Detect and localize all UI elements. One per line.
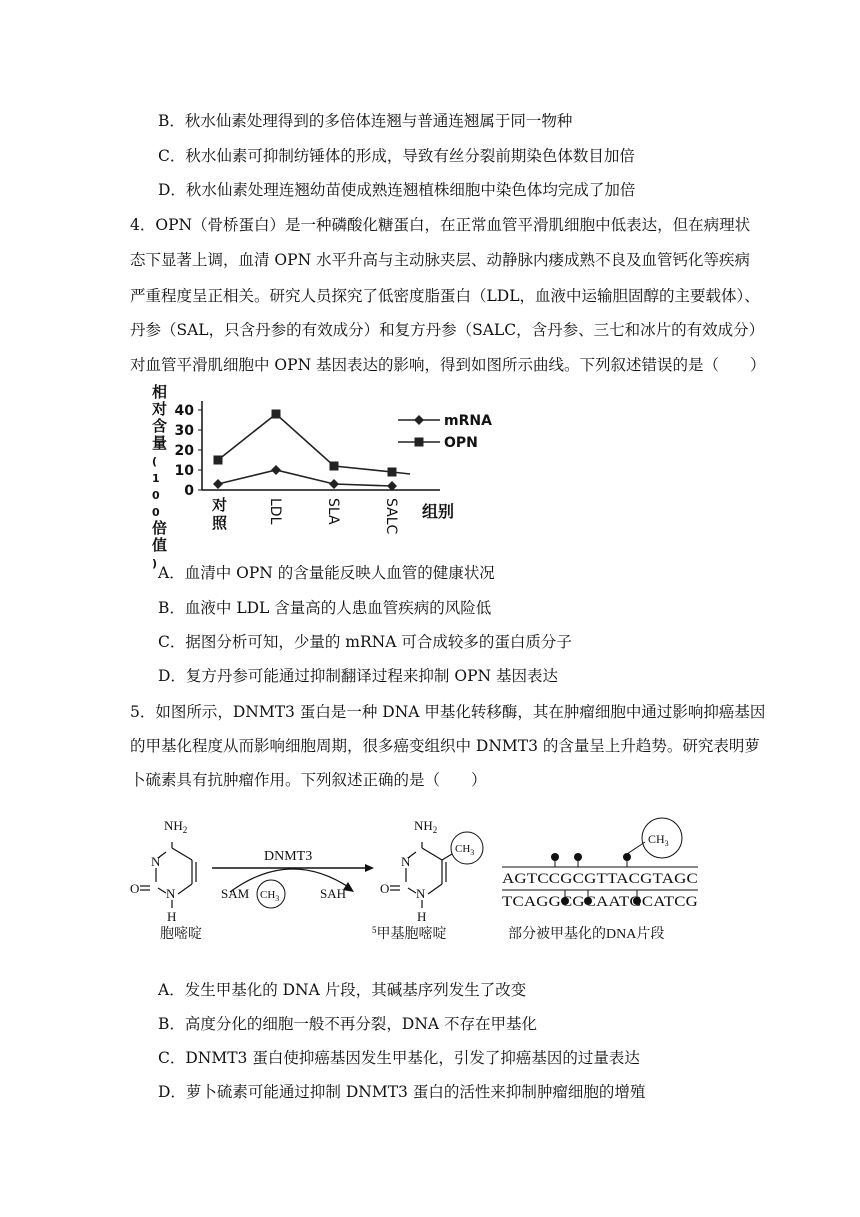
q5-option-a: A．发生甲基化的 DNA 片段，其碱基序列发生了改变 (158, 981, 527, 999)
q5-stem-line-3: 卜硫素具有抗肿瘤作用。下列叙述正确的是（ ） (130, 771, 487, 789)
q4-option-d: D．复方丹参可能通过抑制翻译过程来抑制 OPN 基因表达 (158, 667, 558, 685)
data-point-mrna (271, 465, 281, 475)
q4-option-b: B．血液中 LDL 含量高的人患血管疾病的风险低 (158, 599, 492, 617)
series-line-opn (218, 414, 410, 474)
y-tick-label: 40 (174, 403, 194, 419)
dna-methylation-figure (120, 808, 720, 948)
methyl-cytosine-nh2-label: $NH_2$ (414, 818, 438, 835)
q3-option-c: C．秋水仙素可抑制纺锤体的形成，导致有丝分裂前期染色体数目加倍 (158, 147, 635, 165)
data-point-mrna (329, 479, 339, 489)
dna-ch3-label: $CH_3$ (648, 832, 669, 848)
q4-line-chart (140, 383, 520, 570)
x-tick-label: LDL (267, 498, 283, 525)
x-axis-label: 组别 (422, 502, 455, 521)
q4-stem-line-2: 态下显著上调，血清 OPN 水平升高与主动脉夹层、动静脉内瘘成熟不良及血管钙化等疾病 (130, 251, 751, 269)
x-tick-label: 对照 (212, 496, 228, 532)
methyl-cytosine-o-label: O (380, 881, 390, 896)
q5-stem-line-2: 的甲基化程度从而影响细胞周期，很多癌变组织中 DNMT3 的含量呈上升趋势。研究表明萝 (130, 737, 760, 755)
legend-marker (414, 415, 424, 425)
q5-stem-line-1: 5．如图所示，DNMT3 蛋白是一种 DNA 甲基化转移酶，其在肿瘤细胞中通过影响抑癌基因 (130, 703, 766, 721)
q4-stem-line-5: 对血管平滑肌细胞中 OPN 基因表达的影响，得到如图所示曲线。下列叙述错误的是（ ） (130, 356, 766, 374)
y-tick-label: 30 (174, 423, 194, 439)
methyl-cytosine-caption: $^5$甲基胞嘧啶 (372, 925, 447, 942)
x-tick-label: SALC (383, 498, 399, 535)
q4-stem-line-4: 丹参（SAL，只含丹参的有效成分）和复方丹参（SALC，含丹参、三七和冰片的有效成分） (130, 321, 765, 339)
sam-label: SAM (221, 886, 250, 901)
data-point-opn (272, 410, 281, 419)
q4-stem-line-3: 严重程度呈正相关。研究人员探究了低密度脂蛋白（LDL，血液中运输胆固醇的主要载体）、 (130, 287, 760, 305)
methyl-cytosine-n1-label: N (416, 886, 426, 901)
legend-label: mRNA (444, 413, 492, 429)
cytosine-n1-label: N (166, 886, 176, 901)
y-tick-label: 10 (174, 463, 194, 479)
data-point-mrna (213, 479, 223, 489)
methyl-cytosine-h-label: H (417, 909, 427, 924)
cytosine-caption: 胞嘧啶 (160, 927, 202, 942)
y-tick-label: 20 (174, 443, 194, 459)
data-point-opn (330, 462, 339, 471)
q4-option-a: A．血清中 OPN 的含量能反映人血管的健康状况 (158, 564, 495, 582)
cytosine-n3-label: N (151, 854, 161, 869)
legend-marker (415, 438, 424, 447)
dna-top-strand: AGTCCGCGTTACGTAGC (502, 871, 698, 887)
series-line-mrna (218, 470, 392, 486)
cytosine-nh2-label: $NH_2$ (164, 818, 188, 835)
dna-caption: 部分被甲基化的DNA片段 (508, 927, 665, 942)
q5-option-c: C．DNMT3 蛋白使抑癌基因发生甲基化，引发了抑癌基因的过量表达 (158, 1049, 640, 1067)
enzyme-label: DNMT3 (264, 849, 313, 864)
cytosine-h-label: H (167, 909, 177, 924)
x-tick-label: SLA (325, 498, 341, 525)
q5-option-d: D．萝卜硫素可能通过抑制 DNMT3 蛋白的活性来抑制肿瘤细胞的增殖 (158, 1083, 646, 1101)
cytosine-o-label: O (130, 881, 140, 896)
q4-stem-line-1: 4．OPN（骨桥蛋白）是一种磷酸化糖蛋白，在正常血管平滑肌细胞中低表达，但在病理状 (130, 216, 751, 234)
y-axis-label: 相对含量( 1 0 0 倍值) (152, 383, 168, 570)
q4-option-c: C．据图分析可知，少量的 mRNA 可合成较多的蛋白质分子 (158, 633, 572, 651)
sah-label: SAH (320, 886, 347, 901)
q3-option-d: D．秋水仙素处理连翘幼苗使成熟连翘植株细胞中染色体均完成了加倍 (158, 181, 636, 199)
sam-ch3-label: $CH_3$ (260, 889, 280, 903)
methyl-ch3-label: $CH_3$ (455, 843, 475, 857)
legend-label: OPN (444, 435, 478, 451)
data-point-opn (214, 456, 223, 465)
y-tick-label: 0 (184, 483, 194, 499)
q3-option-b: B．秋水仙素处理得到的多倍体连翘与普通连翘属于同一物种 (158, 112, 573, 130)
q5-option-b: B．高度分化的细胞一般不再分裂，DNA 不存在甲基化 (158, 1015, 538, 1033)
data-point-opn (388, 468, 397, 477)
dna-bottom-strand: TCAGGCGCAATGCATCG (502, 894, 698, 910)
methyl-cytosine-n3-label: N (401, 854, 411, 869)
